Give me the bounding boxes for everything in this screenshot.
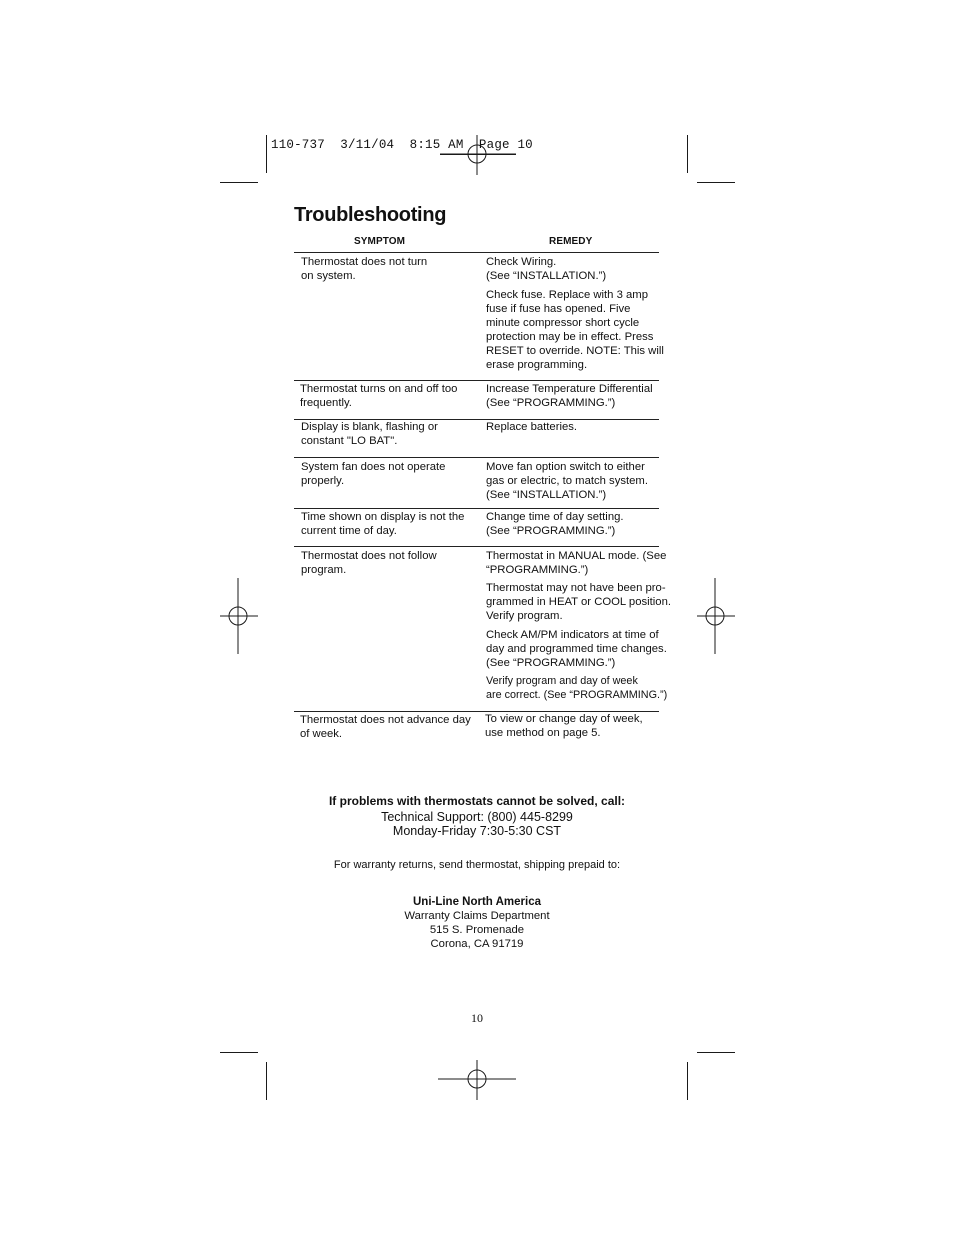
table-rule [294,380,659,381]
registration-mark-icon [438,1060,516,1100]
crop-mark [687,1062,688,1100]
warranty-street: 515 S. Promenade [429,924,525,936]
remedy-column-header: REMEDY [549,236,593,247]
remedy-cell: Increase Temperature Differential (See “PROGRAMMING.”) [486,383,653,409]
warranty-company: Uni-Line North America [412,896,541,908]
table-rule [294,457,659,458]
support-phone: Technical Support: (800) 445-8299 [381,810,573,824]
crop-mark [266,1062,267,1100]
warranty-city: Corona, CA 91719 [430,938,524,950]
page-title: Troubleshooting [294,204,447,226]
warranty-department: Warranty Claims Department [404,910,550,922]
symptom-cell: Thermostat turns on and off too frequently. [300,383,458,409]
symptom-cell: Display is blank, flashing or constant "LO BAT". [301,421,438,447]
crop-mark [220,1052,258,1053]
registration-mark-icon [697,578,735,654]
warranty-intro: For warranty returns, send thermostat, shipping prepaid to: [333,859,621,871]
remedy-cell: Replace batteries. [486,421,578,433]
slug-underline [440,154,516,155]
crop-mark [697,182,735,183]
table-rule [294,546,659,547]
remedy-cell: Thermostat may not have been pro- grammed in HEAT or COOL position. Verify program. [486,582,672,622]
symptom-column-header: SYMPTOM [354,236,406,247]
crop-mark [697,1052,735,1053]
support-hours: Monday-Friday 7:30-5:30 CST [392,824,562,838]
crop-mark [266,135,267,173]
symptom-cell: Thermostat does not advance day of week. [300,714,471,740]
support-heading: If problems with thermostats cannot be solved, call: [328,794,626,808]
registration-mark-icon [220,578,258,654]
symptom-cell: Thermostat does not follow program. [301,550,437,576]
remedy-cell: Check fuse. Replace with 3 amp fuse if fuse has opened. Five minute compressor short cycle protection may be in effect. Press RESET to override. NOTE: This will erase programming. [486,289,664,371]
remedy-cell: Verify program and day of week are correct. (See “PROGRAMMING.”) [486,675,668,701]
table-rule [294,508,659,509]
slug-line: 110-737 3/11/04 8:15 AM Page 10 [271,138,533,152]
remedy-cell: Check Wiring. (See “INSTALLATION.”) [486,256,607,282]
crop-mark [687,135,688,173]
table-rule [294,252,659,253]
remedy-cell: Thermostat in MANUAL mode. (See “PROGRAMMING.”) [486,550,667,576]
remedy-cell: Change time of day setting. (See “PROGRAMMING.”) [486,511,624,537]
symptom-cell: Thermostat does not turn on system. [301,256,428,282]
remedy-cell: To view or change day of week, use method on page 5. [485,713,643,739]
remedy-cell: Check AM/PM indicators at time of day and programmed time changes. (See “PROGRAMMING.”) [486,629,667,669]
symptom-cell: Time shown on display is not the current time of day. [301,511,465,537]
page-number: 10 [471,1011,483,1025]
crop-mark [220,182,258,183]
symptom-cell: System fan does not operate properly. [301,461,446,487]
remedy-cell: Move fan option switch to either gas or electric, to match system. (See “INSTALLATION.”) [486,461,648,501]
